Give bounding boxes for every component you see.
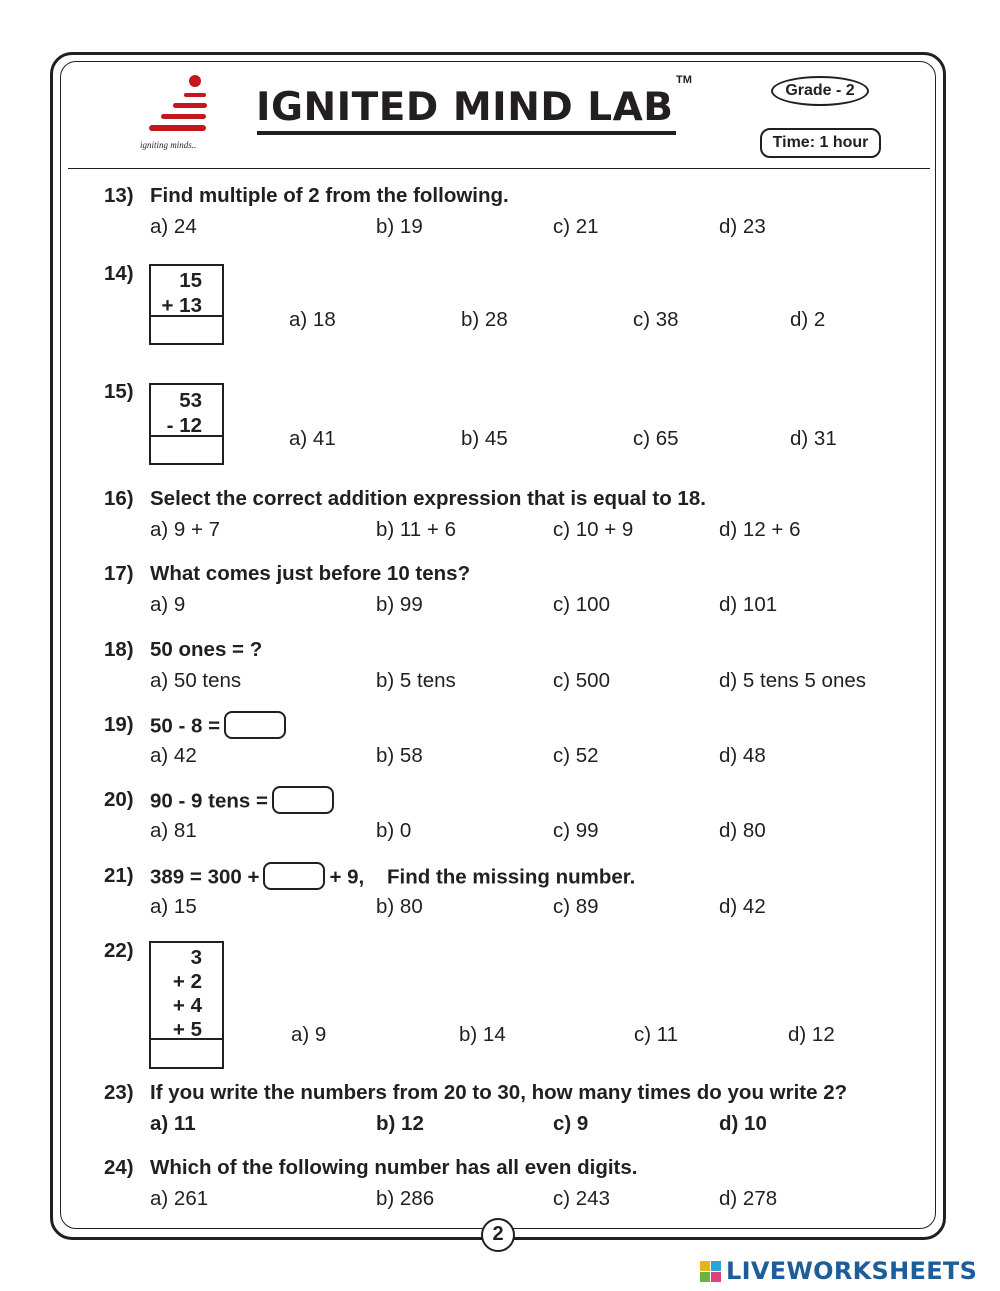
- calc-line: + 5: [172, 1018, 202, 1041]
- answer-blank[interactable]: [151, 435, 222, 463]
- option-d[interactable]: d) 80: [719, 819, 766, 842]
- option-c[interactable]: c) 11: [634, 1023, 679, 1046]
- option-d[interactable]: d) 12: [788, 1023, 835, 1046]
- question-text: What comes just before 10 tens?: [150, 562, 471, 585]
- option-b[interactable]: b) 58: [376, 744, 423, 767]
- option-c[interactable]: c) 500: [553, 669, 610, 692]
- option-a[interactable]: a) 9: [150, 593, 186, 616]
- question-number: 19): [104, 713, 134, 736]
- option-b[interactable]: b) 80: [376, 895, 423, 918]
- option-b[interactable]: b) 286: [376, 1187, 435, 1210]
- option-d[interactable]: d) 10: [719, 1112, 767, 1135]
- answer-blank[interactable]: [224, 711, 286, 739]
- question-number: 14): [104, 262, 134, 285]
- colored-blocks-icon: [700, 1261, 722, 1283]
- option-a[interactable]: a) 24: [150, 215, 197, 238]
- option-b[interactable]: b) 5 tens: [376, 669, 456, 692]
- option-d[interactable]: d) 5 tens 5 ones: [719, 669, 867, 692]
- option-c[interactable]: c) 89: [553, 895, 599, 918]
- question-number: 23): [104, 1081, 134, 1104]
- option-b[interactable]: b) 14: [459, 1023, 506, 1046]
- trademark-mark: TM: [676, 74, 692, 86]
- question-text-before: 389 = 300 +: [150, 865, 260, 889]
- option-c[interactable]: c) 38: [633, 308, 679, 331]
- calc-line: - 12: [166, 414, 202, 437]
- question-line: [150, 864, 635, 892]
- option-a[interactable]: a) 42: [150, 744, 197, 767]
- question-text: Find multiple of 2 from the following.: [150, 184, 509, 207]
- question-number: 15): [104, 380, 134, 403]
- calc-line: 3: [190, 946, 202, 969]
- option-c[interactable]: c) 243: [553, 1187, 610, 1210]
- option-a[interactable]: a) 15: [150, 895, 197, 918]
- calc-line: + 4: [172, 994, 202, 1017]
- option-c[interactable]: c) 10 + 9: [553, 518, 634, 541]
- option-d[interactable]: d) 278: [719, 1187, 778, 1210]
- time-badge: Time: 1 hour: [760, 128, 881, 158]
- grade-badge: Grade - 2: [771, 76, 869, 106]
- option-d[interactable]: d) 23: [719, 215, 766, 238]
- question-text: If you write the numbers from 20 to 30, how many times do you write 2?: [150, 1081, 848, 1104]
- brand-underline: [257, 131, 676, 135]
- question-line: [150, 788, 338, 816]
- question-text-after: + 9,: [329, 865, 365, 889]
- question-number: 24): [104, 1156, 134, 1179]
- answer-blank[interactable]: [151, 315, 222, 343]
- answer-blank[interactable]: [272, 786, 334, 814]
- option-c[interactable]: c) 52: [553, 744, 599, 767]
- vertical-sum-box: [149, 264, 224, 345]
- question-text: Select the correct addition expression that is equal to 18.: [150, 487, 706, 510]
- calc-line: 53: [179, 389, 202, 412]
- answer-blank[interactable]: [151, 1038, 222, 1067]
- option-b[interactable]: b) 99: [376, 593, 423, 616]
- vertical-sum-box: [149, 941, 224, 1069]
- footer-brand: LIVEWORKSHEETS: [726, 1257, 978, 1285]
- stacked-discs-icon: [140, 72, 220, 142]
- option-d[interactable]: d) 2: [790, 308, 826, 331]
- option-b[interactable]: b) 0: [376, 819, 412, 842]
- question-number: 22): [104, 939, 134, 962]
- question-line: [150, 713, 290, 741]
- question-number: 13): [104, 184, 134, 207]
- question-number: 18): [104, 638, 134, 661]
- option-c[interactable]: c) 100: [553, 593, 610, 616]
- question-instruction: Find the missing number.: [387, 865, 636, 889]
- option-d[interactable]: d) 42: [719, 895, 766, 918]
- option-a[interactable]: a) 18: [289, 308, 336, 331]
- option-a[interactable]: a) 81: [150, 819, 197, 842]
- page-number: 2: [481, 1218, 515, 1252]
- question-number: 17): [104, 562, 134, 585]
- option-c[interactable]: c) 99: [553, 819, 599, 842]
- option-d[interactable]: d) 31: [790, 427, 837, 450]
- option-c[interactable]: c) 9: [553, 1112, 589, 1135]
- question-text: 90 - 9 tens =: [150, 789, 268, 813]
- option-b[interactable]: b) 28: [461, 308, 508, 331]
- option-a[interactable]: a) 261: [150, 1187, 209, 1210]
- calc-line: + 13: [161, 294, 202, 317]
- option-b[interactable]: b) 12: [376, 1112, 424, 1135]
- option-a[interactable]: a) 9 + 7: [150, 518, 221, 541]
- question-text: 50 ones = ?: [150, 638, 263, 661]
- option-a[interactable]: a) 50 tens: [150, 669, 242, 692]
- option-a[interactable]: a) 9: [291, 1023, 327, 1046]
- calc-line: + 2: [172, 970, 202, 993]
- calc-line: 15: [179, 269, 202, 292]
- question-text: Which of the following number has all even digits.: [150, 1156, 638, 1179]
- question-text: 50 - 8 =: [150, 714, 221, 738]
- option-a[interactable]: a) 11: [150, 1112, 196, 1135]
- question-number: 21): [104, 864, 134, 887]
- brand-title: IGNITED MIND LAB: [256, 85, 674, 130]
- answer-blank[interactable]: [263, 862, 325, 890]
- option-d[interactable]: d) 12 + 6: [719, 518, 801, 541]
- option-c[interactable]: c) 21: [553, 215, 599, 238]
- option-d[interactable]: d) 101: [719, 593, 778, 616]
- question-number: 20): [104, 788, 134, 811]
- option-d[interactable]: d) 48: [719, 744, 766, 767]
- brand-tagline: igniting minds..: [140, 140, 197, 150]
- header-divider: [68, 168, 930, 169]
- option-b[interactable]: b) 45: [461, 427, 508, 450]
- option-c[interactable]: c) 65: [633, 427, 679, 450]
- question-number: 16): [104, 487, 134, 510]
- option-a[interactable]: a) 41: [289, 427, 336, 450]
- option-b[interactable]: b) 11 + 6: [376, 518, 456, 541]
- vertical-difference-box: [149, 383, 224, 465]
- option-b[interactable]: b) 19: [376, 215, 423, 238]
- brand-logo: [140, 72, 220, 154]
